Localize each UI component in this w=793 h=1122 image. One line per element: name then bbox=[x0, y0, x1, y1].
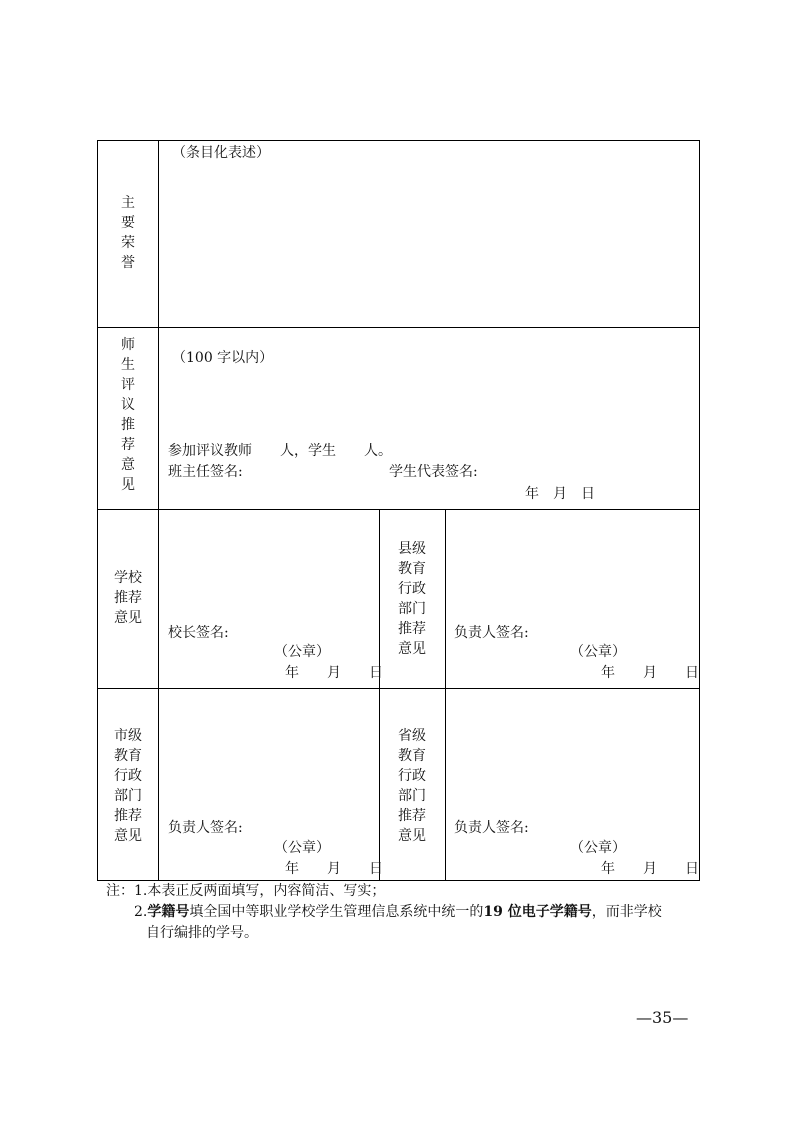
honors-input-area[interactable] bbox=[162, 165, 694, 323]
principal-signature: 校长签名: bbox=[168, 625, 229, 641]
note-line-1 bbox=[106, 881, 662, 902]
head-teacher-signature: 班主任签名: bbox=[168, 464, 243, 480]
participants-line: 参加评议教师 人，学生 人。 bbox=[168, 443, 392, 459]
province-date: 年 月 日 bbox=[601, 861, 699, 877]
page-number: —35— bbox=[636, 1008, 689, 1027]
row-divider bbox=[98, 509, 699, 510]
note-2-text-1: 填全国中等职业学校学生管理信息系统中统一的 bbox=[189, 904, 484, 920]
county-signature: 负责人签名: bbox=[454, 625, 529, 641]
province-seal: （公章） bbox=[570, 840, 626, 856]
note-2-keyword-student-id: 学籍号 bbox=[147, 904, 190, 920]
city-signature: 负责人签名: bbox=[168, 820, 243, 836]
column-divider bbox=[158, 141, 159, 880]
recommendation-form-table bbox=[97, 140, 700, 881]
opinions-input-area[interactable] bbox=[162, 371, 694, 437]
column-divider bbox=[379, 509, 380, 880]
form-notes bbox=[106, 881, 662, 944]
note-1-text: 1.本表正反两面填写，内容简洁、写实； bbox=[134, 883, 386, 899]
honors-hint: （条目化表述） bbox=[172, 145, 270, 161]
opinions-date: 年 月 日 bbox=[525, 486, 595, 502]
province-signature: 负责人签名: bbox=[454, 820, 529, 836]
note-2-continuation: 自行编排的学号。 bbox=[146, 925, 258, 941]
note-line-2 bbox=[106, 902, 662, 923]
note-2-number: 2. bbox=[134, 904, 148, 920]
honors-label: 主 要 荣 誉 bbox=[121, 195, 135, 271]
city-label: 市级 教育 行政 部门 推荐 意见 bbox=[114, 728, 142, 844]
county-label: 县级 教育 行政 部门 推荐 意见 bbox=[398, 541, 426, 657]
column-divider bbox=[445, 509, 446, 880]
school-date: 年 月 日 bbox=[285, 665, 383, 681]
county-seal: （公章） bbox=[570, 644, 626, 660]
note-2-text-2: ，而非学校 bbox=[591, 904, 662, 920]
province-label: 省级 教育 行政 部门 推荐 意见 bbox=[398, 728, 426, 844]
opinions-label: 师 生 评 议 推 荐 意 见 bbox=[121, 337, 135, 493]
row-divider bbox=[98, 327, 699, 328]
student-rep-signature: 学生代表签名: bbox=[389, 464, 478, 480]
notes-prefix: 注： bbox=[106, 883, 134, 899]
city-seal: （公章） bbox=[274, 840, 330, 856]
school-seal: （公章） bbox=[274, 644, 330, 660]
note-2-keyword-electronic-id: 19 位电子学籍号 bbox=[483, 904, 592, 920]
row-divider bbox=[98, 688, 699, 689]
note-line-3 bbox=[106, 923, 662, 944]
school-label: 学校 推荐 意见 bbox=[114, 570, 142, 626]
city-date: 年 月 日 bbox=[285, 861, 383, 877]
opinions-hint: （100 字以内） bbox=[172, 350, 274, 366]
county-date: 年 月 日 bbox=[601, 665, 699, 681]
